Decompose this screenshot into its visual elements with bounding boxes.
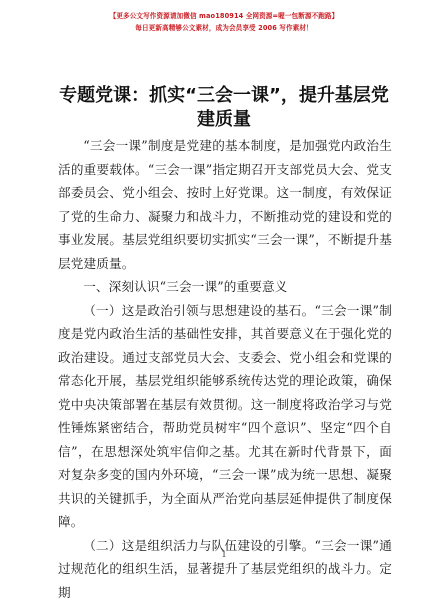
document-body: [58, 134, 392, 604]
page-number: 1: [0, 550, 448, 559]
promo-banner: [0, 10, 448, 34]
document-title: 专题党课：抓实“三会一课”，提升基层党建质量: [58, 84, 390, 132]
body-paragraph-1: （一）这是政治引领与思想建设的基石。“三会一课”制度是党内政治生活的基础性安排，其首要意义在于强化党的政治建设。通过支部党员大会、支委会、党小组会和党课的常态化开展，基层党组织能够系统传达党的理论政策，确保党中央决策部署在基层有效贯彻。这一制度将政治学习与党性锤炼紧密结合，帮助党员树牢“四个意识”、坚定“四个自信”，在思想深处筑牢信仰之基。尤其在新时代背景下，面对复杂多变的国内外环境，“三会一课”成为统一思想、凝聚共识的关键抓手，为全面从严治党向基层延伸提供了制度保障。: [58, 299, 392, 534]
section-heading-1: 一、深刻认识“三会一课”的重要意义: [58, 275, 392, 299]
promo-banner-line-1: 【更多公文写作资源请加微信 mao180914 全网资源=喔一包断源不跑路】: [0, 10, 448, 22]
intro-paragraph: “三会一课”制度是党建的基本制度，是加强党内政治生活的重要载体。“三会一课”指定期召开支部党员大会、党支部委员会、党小组会、按时上好党课。这一制度，有效保证了党的生命力、凝聚力和战斗力，不断推动党的建设和党的事业发展。基层党组织要切实抓实“三会一课”，不断提升基层党建质量。: [58, 134, 392, 275]
promo-banner-line-2: 每日更新高精够公文素材，成为会员享受 2006 写作素材！: [0, 22, 448, 34]
body-paragraph-2: （二）这是组织活力与队伍建设的引擎。“三会一课”通过规范化的组织生活，显著提升了基层党组织的战斗力。定期: [58, 534, 392, 604]
